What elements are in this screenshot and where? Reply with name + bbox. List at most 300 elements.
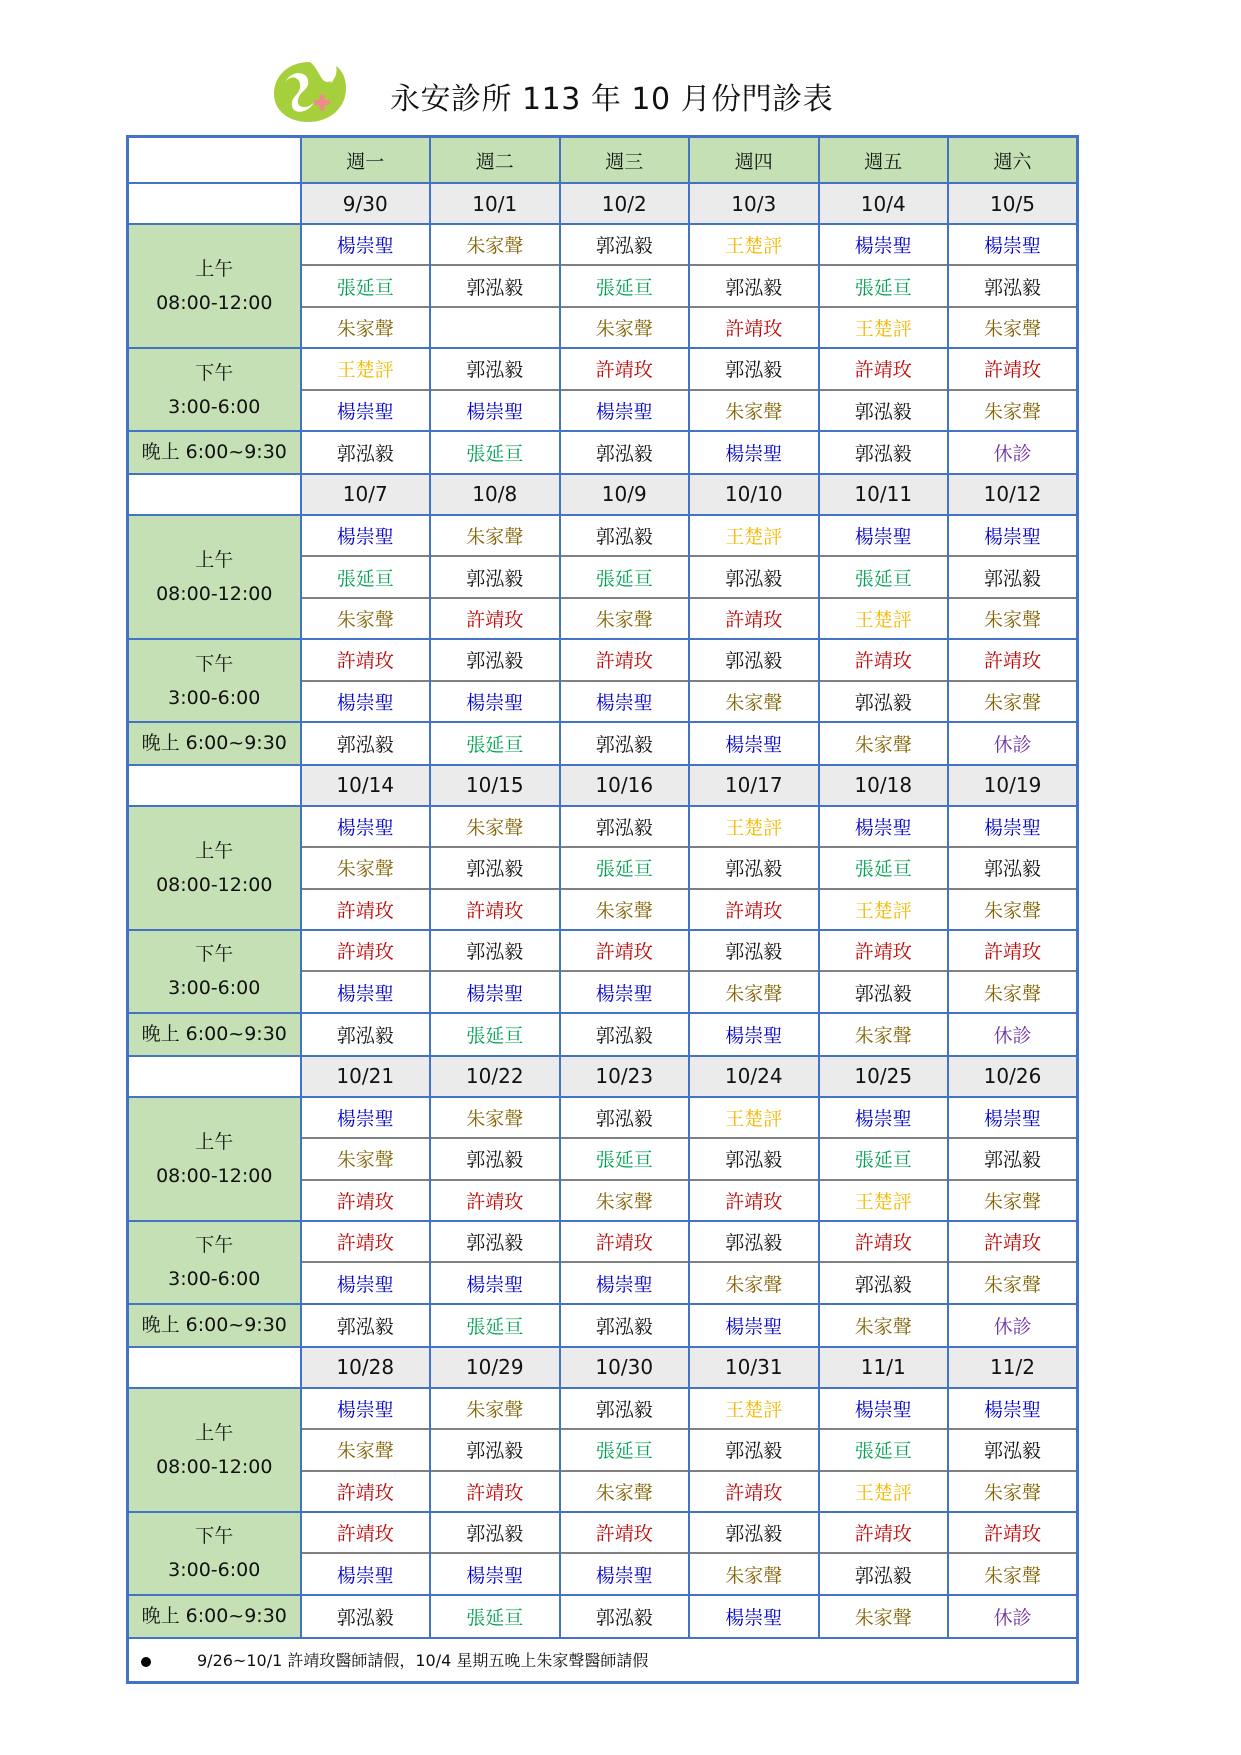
date-cell: 10/19 [948,765,1078,806]
doctor-cell [819,224,949,265]
doctor-name: 許靖玫 [725,899,783,922]
doctor-cell [689,348,819,389]
doctor-name: 郭泓毅 [466,567,524,590]
doctor-name: 許靖玫 [336,650,394,673]
doctor-cell [819,431,949,474]
date-cell: 10/1 [430,183,560,224]
doctor-cell [689,307,819,348]
date-cell: 10/12 [948,474,1078,515]
doctor-cell [301,515,431,556]
doctor-name: 郭泓毅 [336,1606,394,1629]
slot-time: 08:00-12:00 [156,583,273,606]
doctor-cell [560,930,690,971]
doctor-cell [948,1429,1078,1470]
doctor-cell [560,431,690,474]
doctor-cell [819,1304,949,1347]
doctor-name: 許靖玫 [983,1523,1041,1546]
doctor-name: 許靖玫 [725,1481,783,1504]
doctor-cell [560,1512,690,1553]
slot-name: 上午 [195,839,234,862]
date-row-label-cell [128,183,301,224]
doctor-name: 張延亘 [595,1440,653,1463]
date-cell: 10/7 [301,474,431,515]
doctor-cell [819,1512,949,1553]
doctor-name: 張延亘 [466,1606,524,1629]
date-row [128,1347,1078,1388]
doctor-cell [301,1138,431,1179]
doctor-name: 許靖玫 [466,899,524,922]
doctor-cell [689,806,819,847]
afternoon-slot-label [128,1221,301,1304]
doctor-name: 朱家聲 [854,733,912,756]
page-title: 永安診所 113 年 10 月份門診表 [390,82,834,117]
doctor-cell [301,1262,431,1303]
evening-row [128,431,1078,474]
date-row [128,474,1078,515]
slot-time: 3:00-6:00 [168,395,261,418]
doctor-cell [430,889,560,930]
doctor-cell [301,806,431,847]
doctor-cell [430,1138,560,1179]
doctor-cell [689,1512,819,1553]
doctor-name: 郭泓毅 [983,276,1041,299]
doctor-name: 郭泓毅 [854,1564,912,1587]
doctor-cell [301,431,431,474]
doctor-cell [430,847,560,888]
doctor-cell [689,1304,819,1347]
doctor-cell [301,847,431,888]
slot-time: 08:00-12:00 [156,1164,273,1187]
doctor-name: 王楚評 [725,526,783,549]
doctor-name: 郭泓毅 [725,858,783,881]
weekday-header-row [128,137,1078,184]
doctor-name: 楊崇聖 [725,1024,783,1047]
doctor-cell [560,1013,690,1056]
doctor-cell [430,1429,560,1470]
am-row [128,515,1078,556]
doctor-name: 朱家聲 [595,899,653,922]
doctor-cell [948,847,1078,888]
pm-row [128,1221,1078,1262]
doctor-cell [819,1429,949,1470]
doctor-name: 王楚評 [854,899,912,922]
doctor-name: 楊崇聖 [336,1273,394,1296]
clinic-logo [270,60,350,124]
doctor-cell [948,681,1078,722]
doctor-cell [948,1595,1078,1638]
doctor-cell [430,806,560,847]
doctor-cell [948,307,1078,348]
doctor-name: 朱家聲 [595,608,653,631]
doctor-name: 郭泓毅 [595,733,653,756]
date-cell: 10/2 [560,183,690,224]
doctor-cell [560,889,690,930]
doctor-cell [560,307,690,348]
doctor-cell [301,1595,431,1638]
doctor-cell [819,265,949,306]
doctor-cell [560,1388,690,1429]
date-row-label-cell [128,1347,301,1388]
doctor-cell [430,1262,560,1303]
doctor-cell [819,806,949,847]
date-cell: 10/5 [948,183,1078,224]
doctor-name: 楊崇聖 [595,982,653,1005]
doctor-name: 張延亘 [595,858,653,881]
doctor-name: 楊崇聖 [336,1564,394,1587]
doctor-cell [948,1471,1078,1512]
doctor-cell [689,1471,819,1512]
doctor-cell [819,348,949,389]
doctor-name: 郭泓毅 [725,359,783,382]
doctor-name: 王楚評 [725,817,783,840]
corner-cell [128,137,301,184]
doctor-cell [560,348,690,389]
date-cell: 10/16 [560,765,690,806]
doctor-cell [689,847,819,888]
evening-slot-label: 晚上 6:00~9:30 [128,431,301,474]
doctor-cell [560,598,690,639]
doctor-name: 楊崇聖 [725,1315,783,1338]
doctor-cell [560,639,690,680]
doctor-name: 楊崇聖 [466,400,524,423]
doctor-cell [819,1471,949,1512]
doctor-cell [430,1304,560,1347]
doctor-name: 許靖玫 [983,650,1041,673]
doctor-name: 許靖玫 [466,608,524,631]
doctor-name: 楊崇聖 [983,526,1041,549]
doctor-cell [948,1262,1078,1303]
date-cell: 10/26 [948,1056,1078,1097]
doctor-name: 許靖玫 [466,1481,524,1504]
doctor-cell [430,348,560,389]
doctor-name: 張延亘 [466,733,524,756]
doctor-cell [301,1512,431,1553]
date-cell: 10/14 [301,765,431,806]
doctor-name: 楊崇聖 [466,1564,524,1587]
doctor-name: 楊崇聖 [595,691,653,714]
doctor-name: 朱家聲 [854,1024,912,1047]
doctor-cell [689,224,819,265]
doctor-name: 郭泓毅 [595,526,653,549]
doctor-cell [430,1471,560,1512]
doctor-name: 郭泓毅 [595,1606,653,1629]
doctor-name: 張延亘 [854,567,912,590]
doctor-name: 王楚評 [854,1190,912,1213]
doctor-name: 許靖玫 [336,1190,394,1213]
date-cell: 10/8 [430,474,560,515]
doctor-name: 郭泓毅 [854,442,912,465]
doctor-cell [560,224,690,265]
doctor-cell [560,1221,690,1262]
slot-name: 上午 [195,549,234,572]
doctor-name: 許靖玫 [854,941,912,964]
date-row-label-cell [128,1056,301,1097]
doctor-name: 郭泓毅 [725,1232,783,1255]
doctor-cell [819,1388,949,1429]
evening-row [128,1013,1078,1056]
doctor-name: 郭泓毅 [466,650,524,673]
doctor-name: 楊崇聖 [595,1564,653,1587]
doctor-name: 楊崇聖 [983,817,1041,840]
doctor-cell [301,1553,431,1594]
doctor-cell [301,307,431,348]
doctor-cell [430,265,560,306]
am-row [128,806,1078,847]
doctor-name: 朱家聲 [466,1399,524,1421]
date-row-label-cell [128,474,301,515]
doctor-name: 許靖玫 [336,1232,394,1255]
slot-time: 3:00-6:00 [168,977,261,1000]
doctor-cell [560,515,690,556]
date-cell: 10/31 [689,1347,819,1388]
evening-slot-label: 晚上 6:00~9:30 [128,1304,301,1347]
doctor-cell [560,722,690,765]
weekday-header: 週三 [560,137,690,184]
doctor-cell [430,1512,560,1553]
doctor-name: 休診 [993,1606,1032,1629]
doctor-cell [430,930,560,971]
doctor-cell [689,556,819,597]
doctor-name: 郭泓毅 [466,1149,524,1172]
doctor-cell [560,1180,690,1221]
doctor-name: 郭泓毅 [725,276,783,299]
doctor-cell [301,930,431,971]
doctor-cell [301,722,431,765]
doctor-cell [948,1304,1078,1347]
doctor-cell [948,722,1078,765]
morning-slot-label [128,806,301,930]
doctor-name: 郭泓毅 [336,733,394,756]
doctor-name: 休診 [993,442,1032,465]
doctor-cell [689,390,819,431]
doctor-cell [819,556,949,597]
doctor-name: 郭泓毅 [725,1440,783,1463]
doctor-cell [430,556,560,597]
morning-slot-label [128,1097,301,1221]
doctor-name: 王楚評 [854,608,912,631]
doctor-cell [430,1097,560,1138]
doctor-cell [819,1097,949,1138]
doctor-cell [301,348,431,389]
doctor-name: 張延亘 [595,276,653,299]
evening-row [128,722,1078,765]
date-row-label-cell [128,765,301,806]
date-cell: 10/23 [560,1056,690,1097]
doctor-cell [689,1595,819,1638]
doctor-name: 郭泓毅 [466,1523,524,1546]
doctor-name: 朱家聲 [983,317,1041,340]
doctor-cell [560,847,690,888]
weekday-header: 週五 [819,137,949,184]
doctor-cell [948,348,1078,389]
doctor-name: 楊崇聖 [466,982,524,1005]
doctor-cell [689,722,819,765]
doctor-name: 許靖玫 [725,317,783,340]
slot-time: 3:00-6:00 [168,1268,261,1291]
doctor-name: 張延亘 [595,567,653,590]
am-row [128,224,1078,265]
doctor-cell [948,431,1078,474]
doctor-cell [430,1013,560,1056]
doctor-name: 郭泓毅 [466,359,524,382]
slot-time: 08:00-12:00 [156,292,273,315]
evening-row [128,1595,1078,1638]
doctor-cell [301,889,431,930]
evening-row [128,1304,1078,1347]
doctor-cell [301,1304,431,1347]
doctor-cell [430,390,560,431]
morning-slot-label [128,1388,301,1512]
doctor-cell [689,889,819,930]
doctor-name: 許靖玫 [983,1232,1041,1255]
doctor-name: 朱家聲 [983,1481,1041,1504]
date-cell: 10/24 [689,1056,819,1097]
doctor-name: 許靖玫 [983,941,1041,964]
doctor-name: 朱家聲 [983,1273,1041,1296]
doctor-name: 張延亘 [336,276,394,299]
doctor-name: 王楚評 [854,317,912,340]
doctor-cell [819,390,949,431]
afternoon-slot-label [128,1512,301,1595]
slot-name: 下午 [195,943,234,966]
slot-name: 上午 [195,1130,234,1153]
doctor-name: 朱家聲 [336,1149,394,1172]
doctor-cell [819,639,949,680]
doctor-name: 王楚評 [854,1481,912,1504]
slot-name: 下午 [195,652,234,675]
doctor-cell [560,556,690,597]
doctor-name: 朱家聲 [466,1108,524,1131]
doctor-name: 張延亘 [854,1440,912,1463]
doctor-cell [430,971,560,1012]
date-row [128,1056,1078,1097]
doctor-cell [430,515,560,556]
doctor-name: 郭泓毅 [595,442,653,465]
doctor-name: 楊崇聖 [466,1273,524,1296]
doctor-name: 郭泓毅 [466,1440,524,1463]
doctor-cell [689,265,819,306]
doctor-cell [560,1262,690,1303]
doctor-cell [948,971,1078,1012]
doctor-cell [430,681,560,722]
doctor-name: 楊崇聖 [854,1108,912,1131]
morning-slot-label [128,515,301,639]
doctor-name: 楊崇聖 [336,235,394,258]
doctor-name: 郭泓毅 [595,817,653,840]
doctor-name: 楊崇聖 [725,1606,783,1629]
doctor-cell [948,930,1078,971]
doctor-name: 楊崇聖 [595,400,653,423]
doctor-name: 楊崇聖 [983,235,1041,258]
doctor-name: 郭泓毅 [725,567,783,590]
doctor-cell [819,1013,949,1056]
date-cell: 10/11 [819,474,949,515]
doctor-name: 楊崇聖 [595,1273,653,1296]
doctor-cell [301,1097,431,1138]
doctor-name: 朱家聲 [595,1190,653,1213]
doctor-cell [819,722,949,765]
pm-row [128,639,1078,680]
doctor-name: 楊崇聖 [854,526,912,549]
date-row [128,765,1078,806]
doctor-name: 朱家聲 [983,608,1041,631]
doctor-name: 王楚評 [725,1399,783,1421]
doctor-name: 許靖玫 [854,359,912,382]
doctor-cell [301,556,431,597]
doctor-cell [301,390,431,431]
slot-name: 上午 [195,1421,234,1444]
doctor-name: 朱家聲 [725,1564,783,1587]
date-cell: 10/29 [430,1347,560,1388]
doctor-cell [301,1388,431,1429]
doctor-name: 許靖玫 [595,941,653,964]
slot-name: 下午 [195,361,234,384]
doctor-name: 許靖玫 [725,608,783,631]
pm-row [128,930,1078,971]
schedule-table [126,135,1079,1684]
doctor-cell [689,515,819,556]
date-cell: 10/30 [560,1347,690,1388]
doctor-cell [689,1138,819,1179]
doctor-cell [301,971,431,1012]
doctor-name: 許靖玫 [854,1232,912,1255]
doctor-name: 張延亘 [466,1024,524,1047]
doctor-name: 朱家聲 [725,1273,783,1296]
evening-slot-label: 晚上 6:00~9:30 [128,1013,301,1056]
doctor-name: 休診 [993,1024,1032,1047]
doctor-name: 朱家聲 [725,982,783,1005]
doctor-cell [430,639,560,680]
doctor-name: 郭泓毅 [983,1149,1041,1172]
doctor-cell [689,1097,819,1138]
doctor-cell [430,1180,560,1221]
doctor-name: 許靖玫 [595,1523,653,1546]
doctor-name: 朱家聲 [854,1315,912,1338]
doctor-name: 王楚評 [336,359,394,382]
doctor-name: 郭泓毅 [983,1440,1041,1463]
doctor-name: 張延亘 [854,858,912,881]
doctor-cell [430,722,560,765]
doctor-cell [301,1013,431,1056]
slot-time: 08:00-12:00 [156,873,273,896]
doctor-cell [689,1262,819,1303]
doctor-cell [301,1221,431,1262]
doctor-name: 郭泓毅 [336,1024,394,1047]
afternoon-slot-label [128,639,301,722]
doctor-name: 郭泓毅 [595,1108,653,1131]
doctor-name: 郭泓毅 [336,1315,394,1338]
doctor-cell [689,971,819,1012]
doctor-name: 楊崇聖 [336,526,394,549]
doctor-name: 郭泓毅 [595,1399,653,1421]
doctor-name: 朱家聲 [595,1481,653,1504]
doctor-name: 楊崇聖 [725,442,783,465]
doctor-cell [560,806,690,847]
slot-time: 3:00-6:00 [168,686,261,709]
doctor-cell [819,971,949,1012]
doctor-cell [948,598,1078,639]
doctor-name: 楊崇聖 [336,1108,394,1131]
evening-slot-label: 晚上 6:00~9:30 [128,1595,301,1638]
doctor-name: 楊崇聖 [725,733,783,756]
doctor-cell [560,1429,690,1470]
doctor-cell [560,681,690,722]
doctor-cell [689,1180,819,1221]
doctor-name: 許靖玫 [595,359,653,382]
date-cell: 10/3 [689,183,819,224]
date-cell: 10/22 [430,1056,560,1097]
doctor-name: 楊崇聖 [466,691,524,714]
